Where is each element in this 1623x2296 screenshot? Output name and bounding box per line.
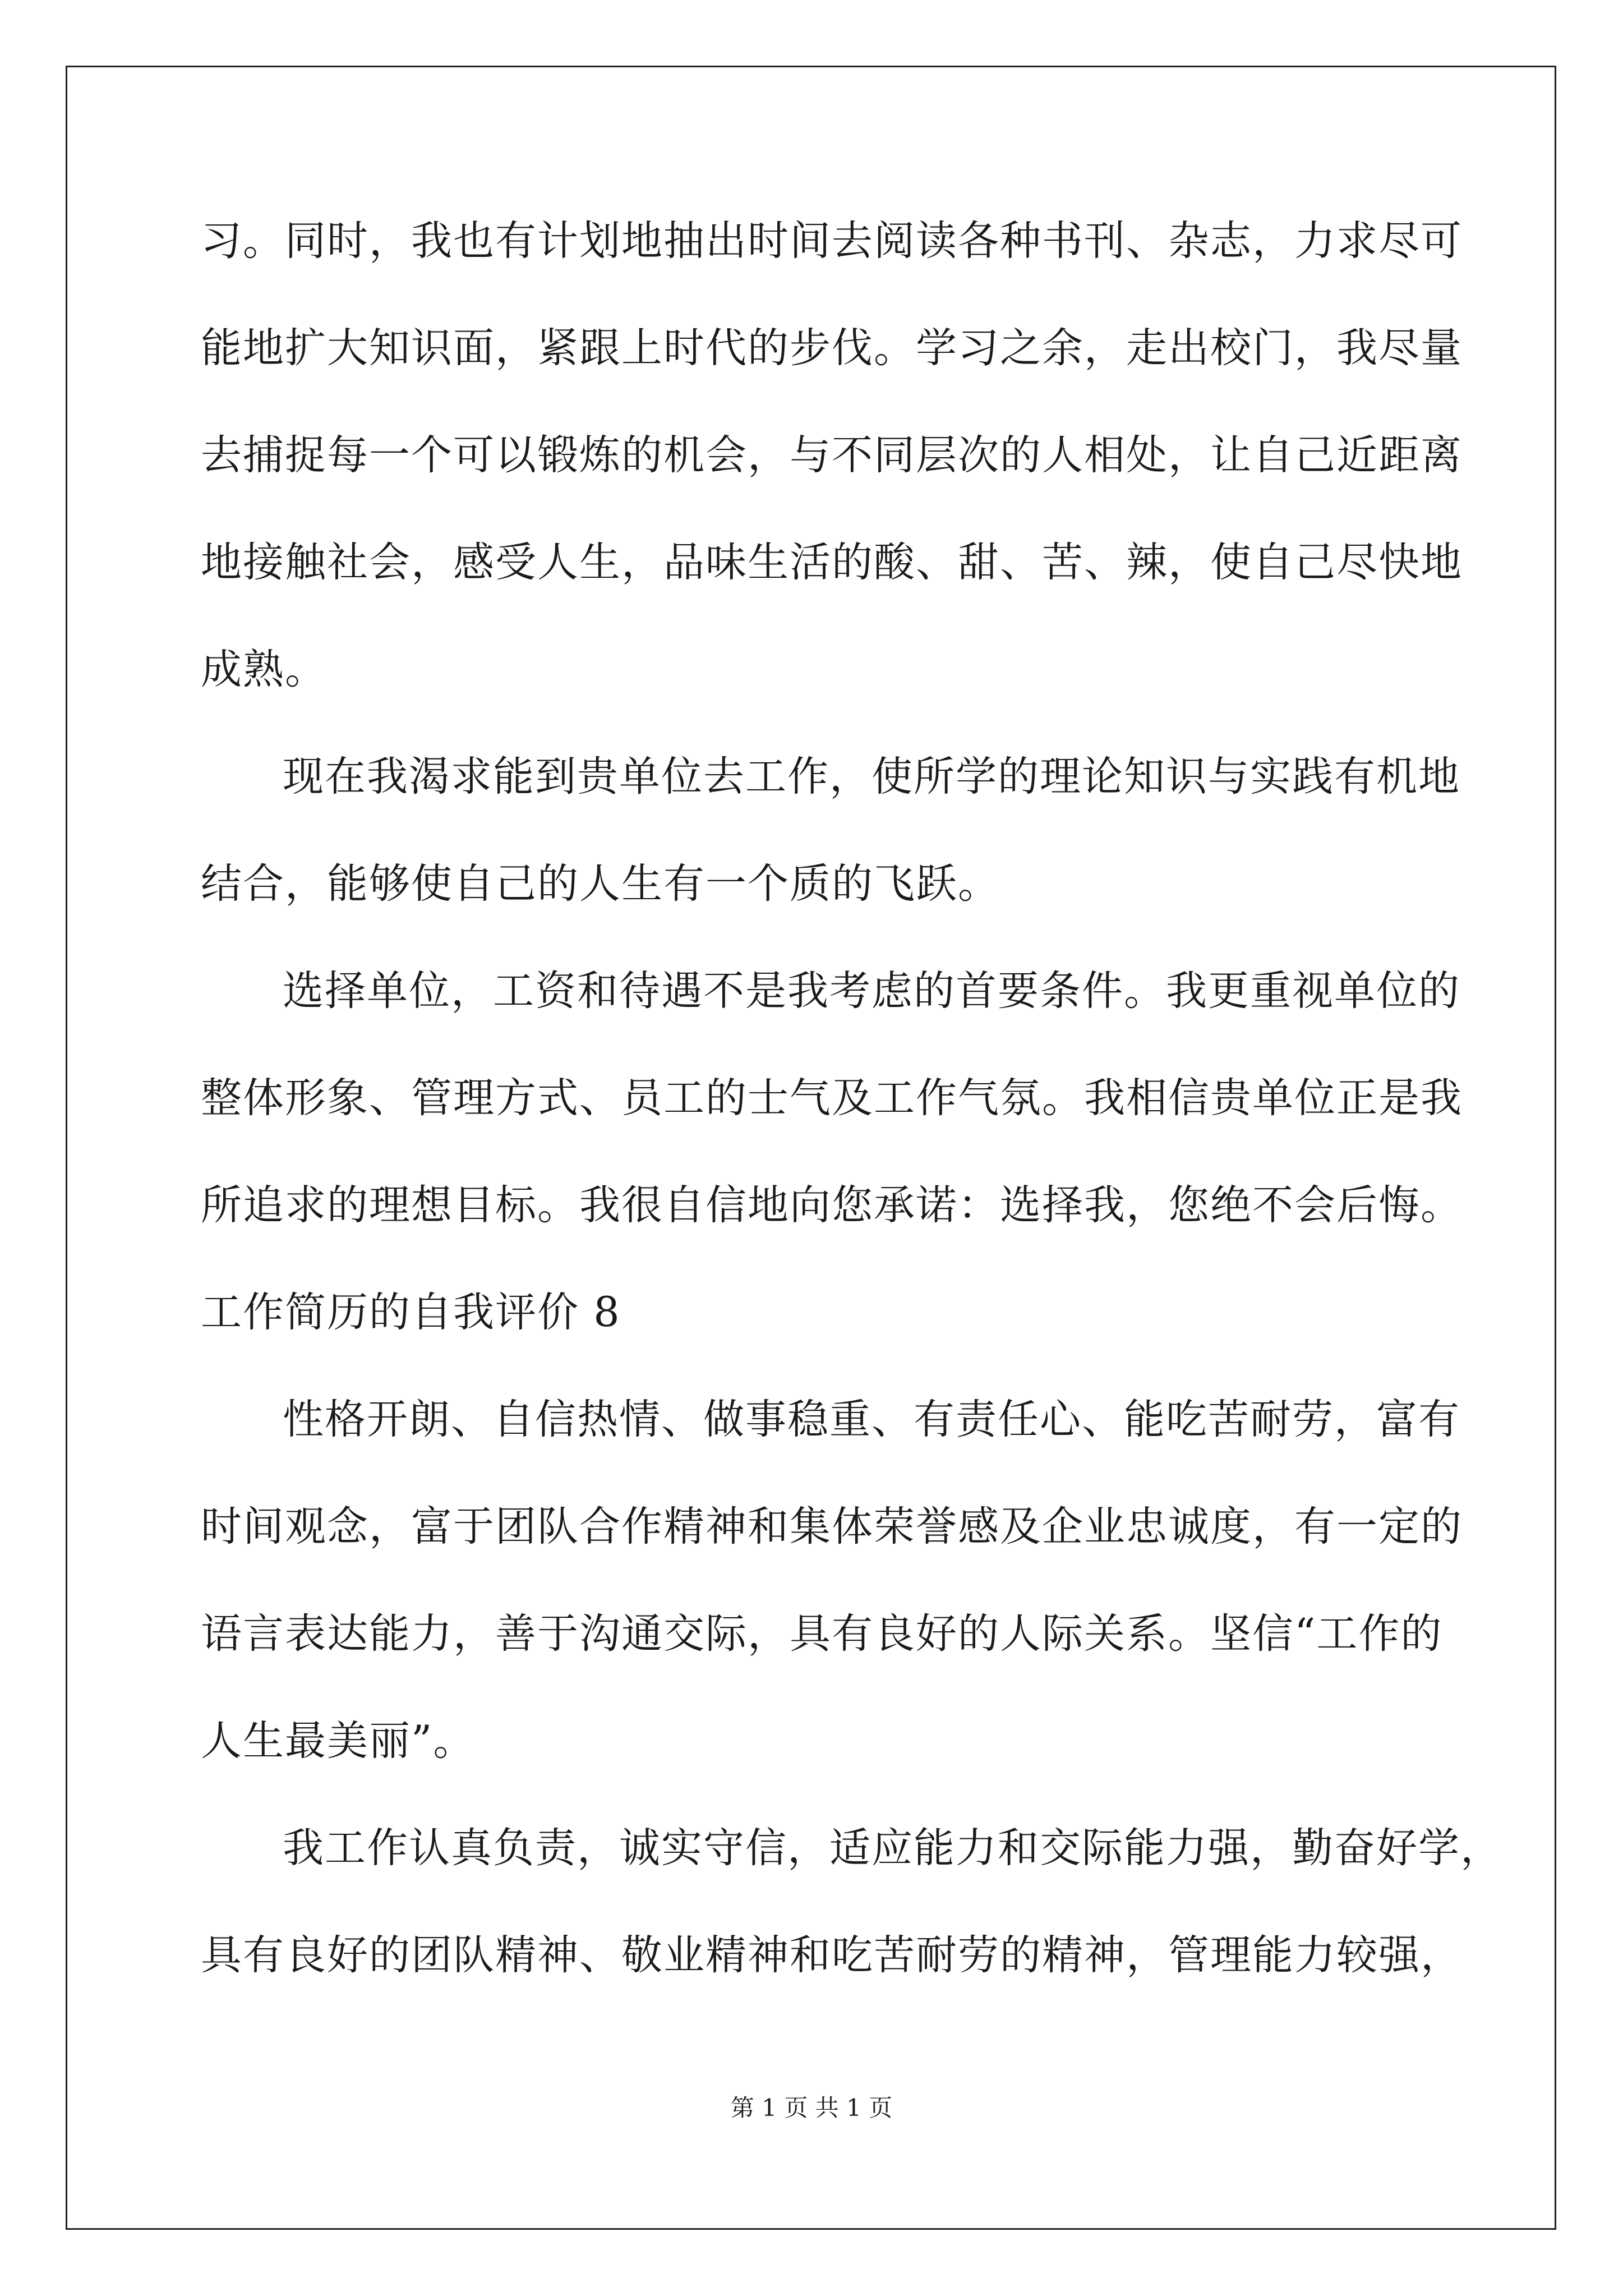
text-line: 地接触社会，感受人生，品味生活的酸、甜、苦、辣，使自己尽快地 — [201, 539, 1463, 586]
text-line: 时间观念，富于团队合作精神和集体荣誉感及企业忠诚度，有一定的 — [201, 1503, 1463, 1550]
section-heading: 工作简历的自我评价 8 — [201, 1289, 621, 1336]
text-line: 去捕捉每一个可以锻炼的机会，与不同层次的人相处，让自己近距离 — [201, 431, 1463, 479]
page-footer: 第 1 页 共 1 页 — [730, 2094, 893, 2122]
text-line: 性格开朗、自信热情、做事稳重、有责任心、能吃苦耐劳，富有 — [283, 1396, 1460, 1443]
page-border — [66, 66, 1556, 2230]
text-line: 能地扩大知识面，紧跟上时代的步伐。学习之余，走出校门，我尽量 — [201, 324, 1463, 372]
text-line: 我工作认真负责，诚实守信，适应能力和交际能力强，勤奋好学， — [283, 1824, 1502, 1872]
text-line: 现在我渴求能到贵单位去工作，使所学的理论知识与实践有机地 — [283, 753, 1460, 800]
text-line: 整体形象、管理方式、员工的士气及工作气氛。我相信贵单位正是我 — [201, 1074, 1463, 1122]
text-line: 习。同时，我也有计划地抽出时间去阅读各种书刊、杂志，力求尽可 — [201, 217, 1463, 265]
text-line: 结合，能够使自己的人生有一个质的飞跃。 — [201, 860, 1000, 908]
text-line: 语言表达能力，善于沟通交际，具有良好的人际关系。坚信“工作的 — [201, 1610, 1443, 1658]
text-line: 人生最美丽”。 — [201, 1717, 476, 1765]
text-line: 所追求的理想目标。我很自信地向您承诺：选择我，您绝不会后悔。 — [201, 1181, 1463, 1229]
text-line: 成熟。 — [201, 646, 327, 693]
text-line: 具有良好的团队精神、敬业精神和吃苦耐劳的精神，管理能力较强， — [201, 1931, 1463, 1979]
text-line: 选择单位，工资和待遇不是我考虑的首要条件。我更重视单位的 — [283, 967, 1460, 1015]
